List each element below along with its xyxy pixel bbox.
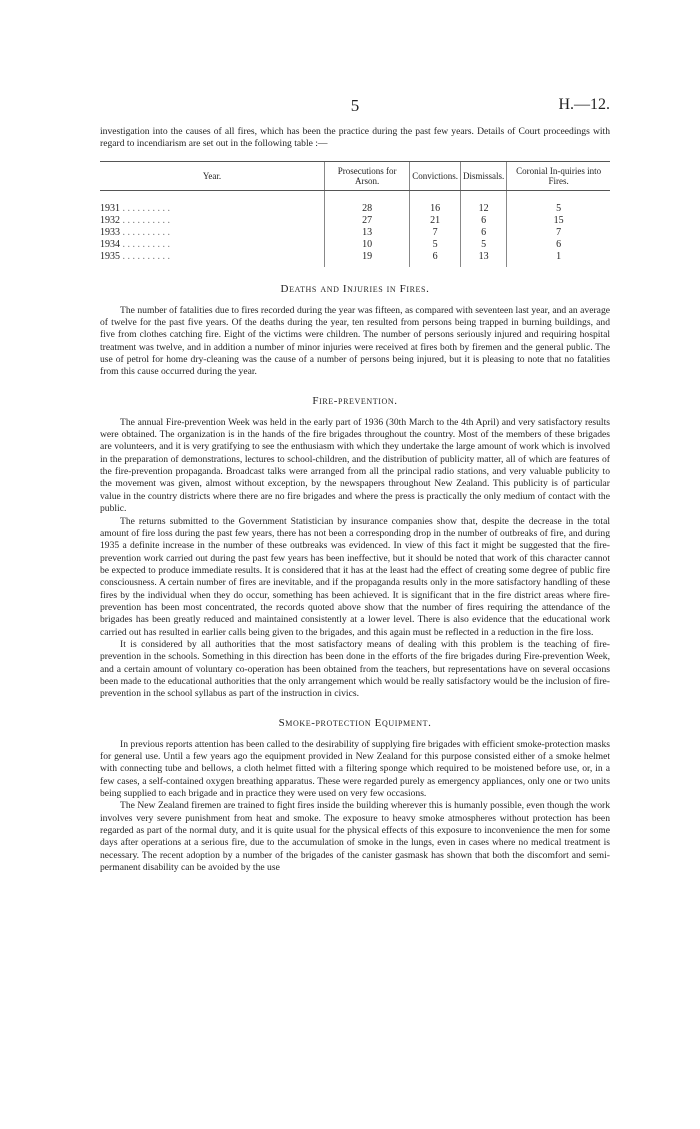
convictions-cell: 16 xyxy=(410,190,461,215)
paragraph: In previous reports attention has been called to the desirability of supplying fire brigades with efficient smoke-protection masks for general use. Until a few years ago the equipment provided in New Zealand for this purpose consisted either of a smoke helmet with connecting tube and bellows, a cloth helmet fitted with a filtering sponge which required to be moistened before use, or, in a few cases, a self-contained oxygen breathing apparatus. These were regarded purely as emergency appliances, only one or two units being supplied to each brigade and in practice they were used on very few occasions. xyxy=(100,738,610,800)
col-header-dismissals: Dismissals. xyxy=(461,161,507,190)
dismissals-cell: 13 xyxy=(461,251,507,267)
table-row xyxy=(100,215,610,227)
paragraph: It is considered by all authorities that the most satisfactory means of dealing with this problem is the teaching of fire-prevention in the schools. Something in this direction has been done in the efforts of the fire brigades during Fire-prevention Week, and a certain amount of voluntary co-operation has been obtained from the teachers, but representations have on several occasions been made to the educational authorities that the only arrangement which would be really satisfactory would be the inclusion of fire-prevention in the school syllabus as part of the instruction in civics. xyxy=(100,638,610,700)
year-cell: 1934 . . . . . . . . . . xyxy=(100,238,170,250)
page-header xyxy=(100,0,610,126)
year-cell: 1933 . . . . . . . . . . xyxy=(100,226,170,238)
convictions-cell: 6 xyxy=(410,251,461,267)
dismissals-cell: 12 xyxy=(461,190,507,215)
inquiries-cell: 15 xyxy=(507,215,610,227)
paragraph: The number of fatalities due to fires recorded during the year was fifteen, as compared with seventeen last year, and an average of twelve for the past five years. Of the deaths during the year, ten resulted from persons being trapped in burning buildings, and five from clothes catching fire. Eight of the victims were children. The number of persons seriously injured and requiring hospital treatment was twelve, and in addition a number of minor injuries were received at fires both by firemen and the general public. The use of petrol for home dry-cleaning was the cause of a number of persons being injured, but it is pleasing to note that no fatalities from this cause occurred during the year. xyxy=(100,304,610,378)
dismissals-cell: 5 xyxy=(461,239,507,251)
section-heading-deaths-injuries: Deaths and Injuries in Fires. xyxy=(280,282,430,295)
convictions-cell: 5 xyxy=(410,239,461,251)
year-cell: 1935 . . . . . . . . . . xyxy=(100,250,170,262)
col-header-year: Year. xyxy=(100,161,325,190)
prosecutions-cell: 28 xyxy=(325,190,410,215)
dismissals-cell: 6 xyxy=(461,227,507,239)
year-cell: 1932 . . . . . . . . . . xyxy=(100,214,170,226)
table-row xyxy=(100,190,610,215)
court-proceedings-table xyxy=(100,161,610,267)
dot-leader: . . . . . . . . . . xyxy=(122,202,170,214)
intro-paragraph: investigation into the causes of all fires, which has been the practice during the past few years. Details of Court proceedings with regard to incendiarism are set out in the following table :— xyxy=(100,126,610,150)
dot-leader: . . . . . . . . . . xyxy=(122,226,170,238)
year-cell: 1931 . . . . . . . . . . xyxy=(100,202,170,214)
prosecutions-cell: 27 xyxy=(325,215,410,227)
col-header-coronial-inquiries: Coronial In-quiries into Fires. xyxy=(507,161,610,190)
document-reference: H.—12. xyxy=(558,96,610,113)
table-header-row xyxy=(100,161,610,190)
col-header-convictions: Convictions. xyxy=(410,161,461,190)
prosecutions-cell: 13 xyxy=(325,227,410,239)
paragraph: The New Zealand firemen are trained to fight fires inside the building wherever this is humanly possible, even though the work involves very severe punishment from heat and smoke. The exposure to heavy smoke atmospheres without protection has been regarded as part of the normal duty, and it is quite usual for the physical effects of this exposure to inconvenience the men for some days after operations at a serious fire, due to the accumulation of smoke in the lungs, even in cases where no medical treatment is necessary. The recent adoption by a number of the brigades of the canister gasmask has shown that both the discomfort and semi-permanent disability can be avoided by the use xyxy=(100,800,610,874)
convictions-cell: 7 xyxy=(410,227,461,239)
dot-leader: . . . . . . . . . . xyxy=(122,238,170,250)
section-heading-smoke-protection: Smoke-protection Equipment. xyxy=(278,716,432,729)
dot-leader: . . . . . . . . . . xyxy=(122,250,170,262)
paragraph: The returns submitted to the Government Statistician by insurance companies show that, despite the decrease in the total amount of fire loss during the past few years, there has not been a corresponding drop in the number of outbreaks of fire, and during 1935 a definite increase in the number of these outbreaks was evidenced. In view of this fact it might be suggested that the fire-prevention work carried out during the past few years has been ineffective, but it should be noted that work of this character cannot be expected to produce immediate results. It is considered that it has at the least had the effect of creating some degree of public fire consciousness. A certain number of fires are inevitable, and if the propaganda results only in the more satisfactory handling of these fires by the individual when they do occur, something has been achieved. It is significant that in the fire district areas where fire-prevention has been most concentrated, the records quoted above show that the number of fires requiring the attendance of the brigades has been greatly reduced and maintained consistently at a lower level. There is also evidence that the educational work carried out has resulted in earlier calls being given to the brigades, and this again must be reflected in a reduction in the fire loss. xyxy=(100,515,610,638)
paragraph: The annual Fire-prevention Week was held in the early part of 1936 (30th March to the 4th April) and very satisfactory results were obtained. The organization is in the hands of the fire brigades throughout the country. Most of the members of these brigades are volunteers, and it is very gratifying to see the enthusiasm with which they undertake the large amount of work which is involved in the preparation of demonstrations, lectures to school-children, and the distribution of publicity matter, all of which are features of the fire-prevention propaganda. Broadcast talks were arranged from all the principal radio stations, and very valuable publicity to the movement was given, almost without exception, by the newspapers throughout New Zealand. This publicity is of particular value in the country districts where there are no fire brigades and where the press is practically the only medium of contact with the public. xyxy=(100,416,610,515)
table-row xyxy=(100,251,610,267)
dismissals-cell: 6 xyxy=(461,215,507,227)
section-heading-fire-prevention: Fire-prevention. xyxy=(312,394,398,407)
convictions-cell: 21 xyxy=(410,215,461,227)
page-number: 5 xyxy=(350,96,360,115)
inquiries-cell: 7 xyxy=(507,227,610,239)
table-row xyxy=(100,227,610,239)
prosecutions-cell: 19 xyxy=(325,251,410,267)
dot-leader: . . . . . . . . . . xyxy=(122,214,170,226)
inquiries-cell: 1 xyxy=(507,251,610,267)
table-row xyxy=(100,239,610,251)
col-header-prosecutions: Prosecutions for Arson. xyxy=(325,161,410,190)
inquiries-cell: 6 xyxy=(507,239,610,251)
inquiries-cell: 5 xyxy=(507,190,610,215)
prosecutions-cell: 10 xyxy=(325,239,410,251)
